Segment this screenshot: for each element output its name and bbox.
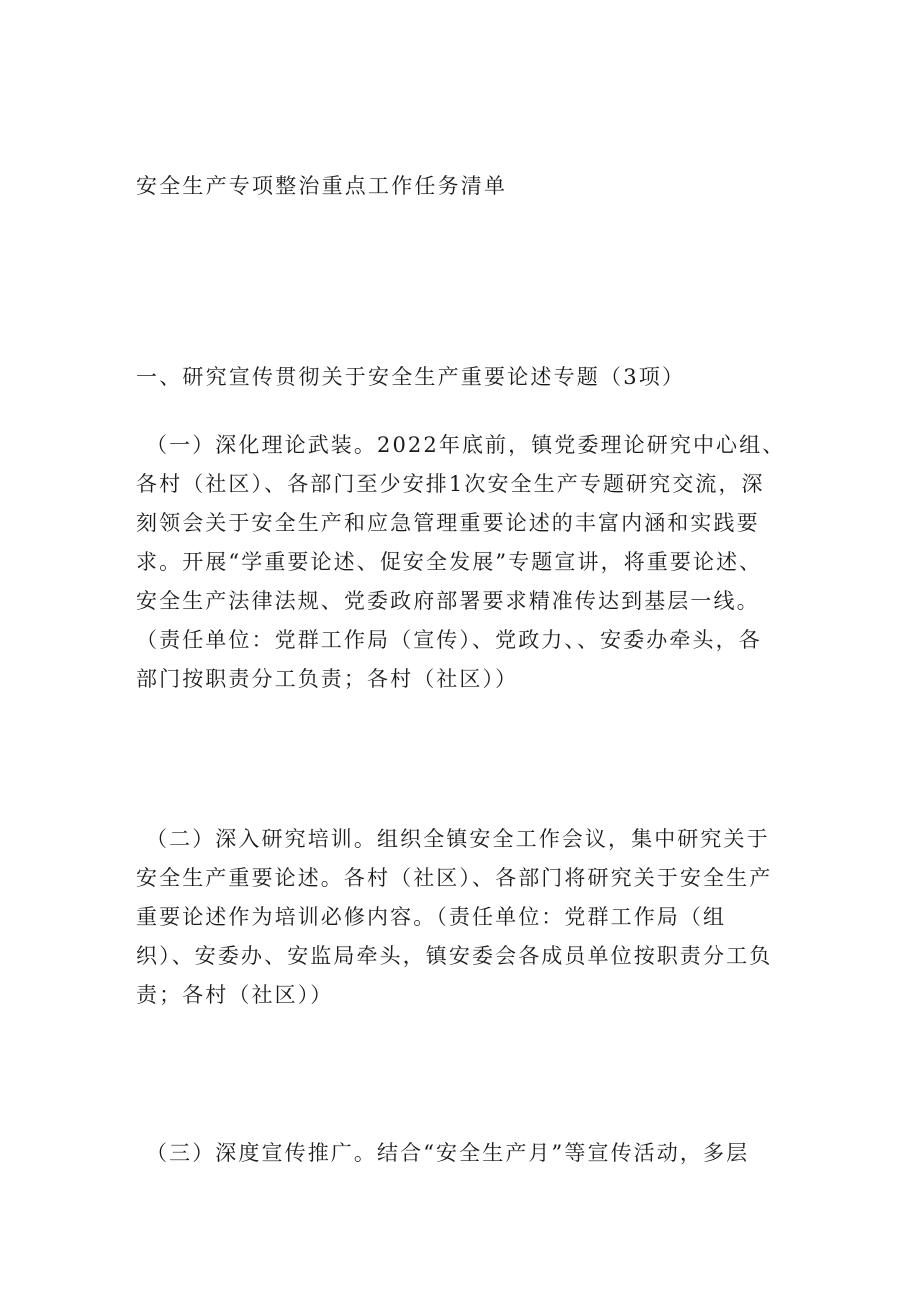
paragraph-line: 安全生产重要论述。各村（社区）、各部门将研究关于安全生产 (136, 866, 773, 890)
paragraph-3 (136, 1134, 788, 1173)
paragraph-line: 求。开展“学重要论述、促安全发展”专题宣讲，将重要论述、 (136, 550, 763, 574)
document-title: 安全生产专项整治重点工作任务清单 (136, 174, 508, 198)
paragraph-2 (136, 820, 788, 1015)
paragraph-line: （一）深化理论武装。2022年底前，镇党委理论研究中心组、 (146, 433, 786, 457)
paragraph-line: 重要论述作为培训必修内容。（责任单位：党群工作局（组 (136, 905, 727, 929)
paragraph-line: 织）、安委办、安监局牵头，镇安委会各成员单位按职责分工负 (136, 944, 773, 968)
paragraph-line: 安全生产法律法规、党委政府部署要求精准传达到基层一线。 (136, 589, 760, 613)
paragraph-1 (136, 426, 788, 699)
paragraph-line: 刻领会关于安全生产和应急管理重要论述的丰富内涵和实践要 (136, 511, 760, 535)
paragraph-line: （二）深入研究培训。组织全镇安全工作会议，集中研究关于 (146, 827, 770, 851)
paragraph-line: （责任单位：党群工作局（宣传）、党政力、、安委办牵头，各 (136, 628, 762, 652)
paragraph-line: 责；各村（社区）） (136, 983, 334, 1007)
paragraph-line: 各村（社区）、各部门至少安排1次安全生产专题研究交流，深 (136, 472, 765, 496)
paragraph-line: （三）深度宣传推广。结合“安全生产月”等宣传活动，多层 (146, 1141, 750, 1165)
paragraph-line: 部门按职责分工负责；各村（社区）） (136, 667, 519, 691)
section-heading: 一、研究宣传贯彻关于安全生产重要论述专题（3项） (136, 365, 686, 389)
